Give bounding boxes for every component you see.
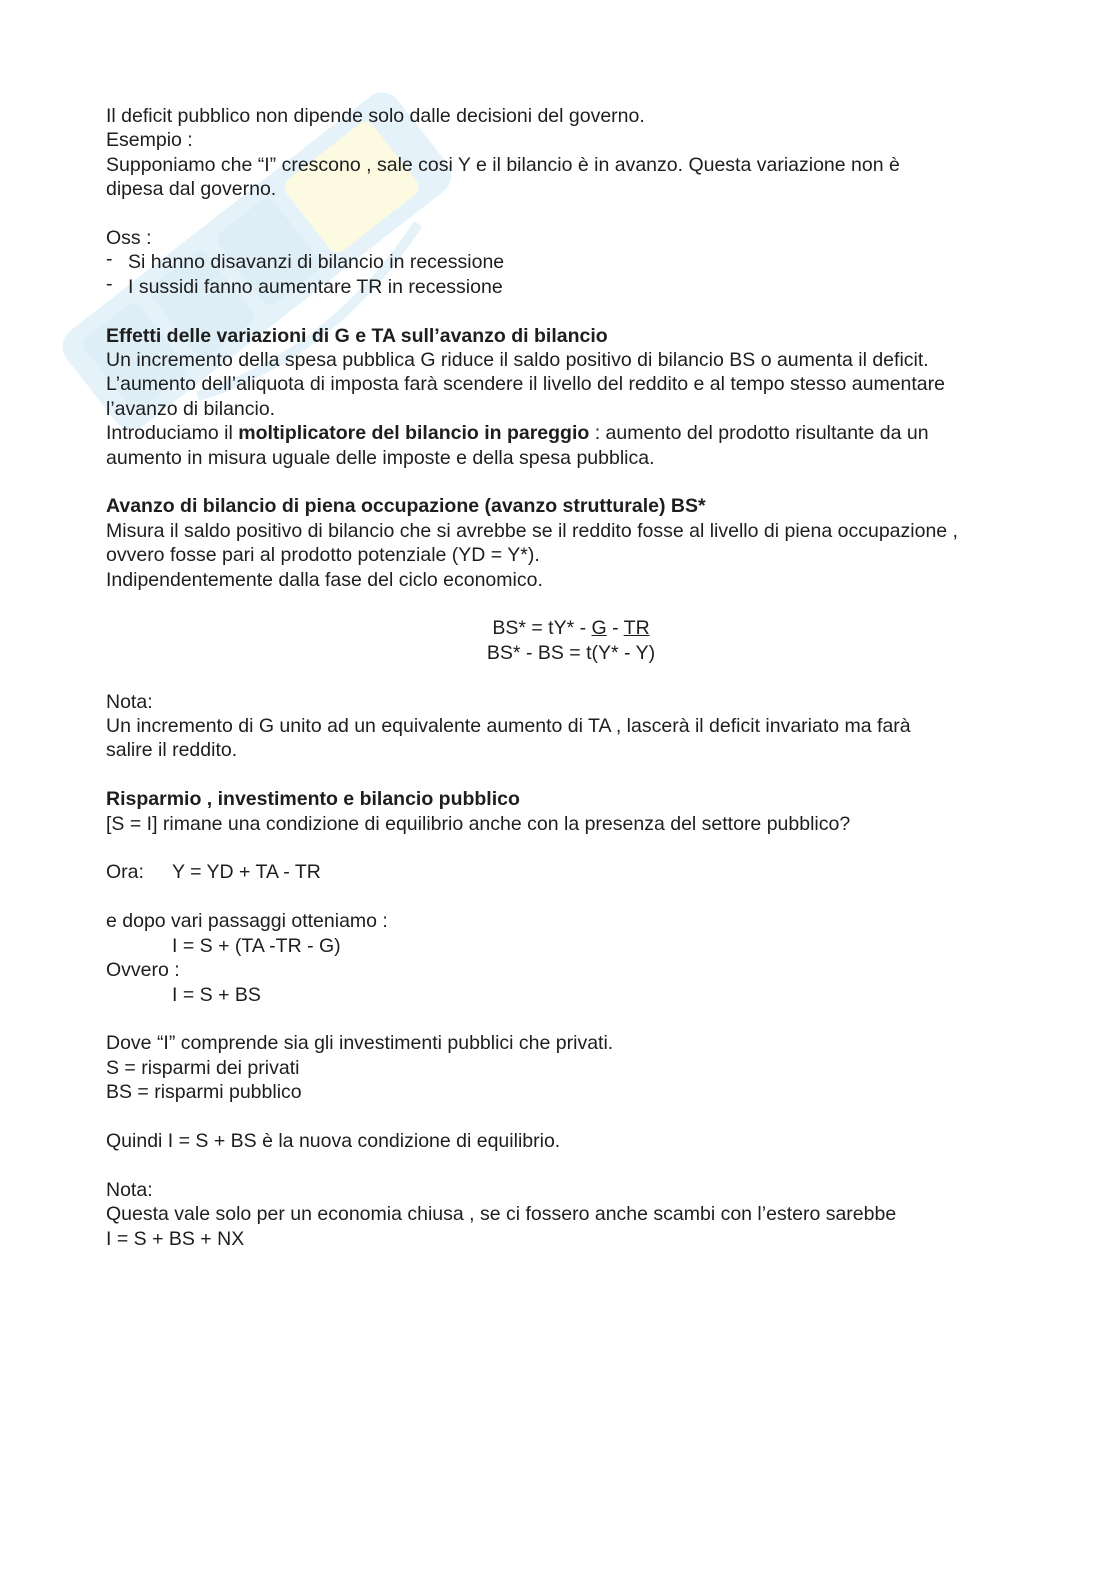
list-item <box>106 272 1026 299</box>
equation-bs-diff: BS* - BS = t(Y* - Y) <box>486 641 656 664</box>
section3-heading: Risparmio , investimento e bilancio pubblico <box>106 788 520 811</box>
nota-line-2: salire il reddito. <box>106 739 238 762</box>
ora-line <box>106 860 1026 884</box>
section1-line-2: L’aumento dell’aliquota di imposta farà scendere il livello del reddito e al tempo stesso aumentare <box>106 373 945 396</box>
eq-part: - <box>606 617 624 640</box>
section3-line-1: [S = I] rimane una condizione di equilibrio anche con la presenza del settore pubblico? <box>106 812 851 835</box>
section2-line-1: Misura il saldo positivo di bilancio che si avrebbe se il reddito fosse al livello di piena occupazione , <box>106 519 958 542</box>
eq-part-underlined: TR <box>623 617 650 640</box>
section3-line-3: Dove “I” comprende sia gli investimenti pubblici che privati. <box>106 1032 614 1055</box>
section1-line-3: l’avanzo di bilancio. <box>106 397 276 420</box>
oss-label: Oss : <box>106 227 152 250</box>
list-item-text: I sussidi fanno aumentare TR in recessione <box>128 275 503 298</box>
text-span: Introduciamo il <box>106 422 239 445</box>
document-body <box>106 104 1026 1251</box>
equation-i-bs: I = S + BS <box>172 983 261 1006</box>
nota-label: Nota: <box>106 690 153 713</box>
dash-bullet: - <box>106 272 113 295</box>
intro-line-1: Il deficit pubblico non dipende solo dalle decisioni del governo. <box>106 105 645 127</box>
section3-line-2: e dopo vari passaggi otteniamo : <box>106 910 388 933</box>
ovvero-label: Ovvero : <box>106 959 180 982</box>
section2-line-3: Indipendentemente dalla fase del ciclo economico. <box>106 568 543 591</box>
ora-label: Ora: <box>106 861 144 884</box>
section1-line-1: Un incremento della spesa pubblica G riduce il saldo positivo di bilancio BS o aumenta il deficit. <box>106 349 929 372</box>
example-line-1: Supponiamo che “I” crescono , sale cosi Y e il bilancio è in avanzo. Questa variazione non è <box>106 153 900 176</box>
section1-heading: Effetti delle variazioni di G e TA sull’avanzo di bilancio <box>106 324 608 347</box>
text-span: : aumento del prodotto risultante da un <box>589 422 929 445</box>
ora-equation: Y = YD + TA - TR <box>172 861 321 884</box>
example-label: Esempio : <box>106 129 193 152</box>
dash-bullet: - <box>106 248 113 271</box>
section1-line-5: aumento in misura uguale delle imposte e della spesa pubblica. <box>106 446 655 469</box>
eq-part: BS* = tY* - <box>492 617 592 640</box>
nota-line-1: Un incremento di G unito ad un equivalente aumento di TA , lascerà il deficit invariato ma farà <box>106 715 911 738</box>
section1-line-4 <box>106 421 1026 445</box>
section2-line-2: ovvero fosse pari al prodotto potenziale (YD = Y*). <box>106 544 540 567</box>
section2-heading: Avanzo di bilancio di piena occupazione (avanzo strutturale) BS* <box>106 495 706 518</box>
nota2-line-2: I = S + BS + NX <box>106 1227 245 1250</box>
nota-label-2: Nota: <box>106 1178 153 1201</box>
list-item-text: Si hanno disavanzi di bilancio in recessione <box>128 251 505 274</box>
section3-line-5: BS = risparmi pubblico <box>106 1081 302 1104</box>
list-item <box>106 250 1026 274</box>
section3-line-6: Quindi I = S + BS è la nuova condizione di equilibrio. <box>106 1129 561 1152</box>
section3-line-4: S = risparmi dei privati <box>106 1056 300 1079</box>
equation-bs-star <box>106 616 1026 640</box>
eq-part-underlined: G <box>591 617 607 640</box>
nota2-line-1: Questa vale solo per un economia chiusa , se ci fossero anche scambi con l’estero sarebbe <box>106 1203 897 1226</box>
term-bold: moltiplicatore del bilancio in pareggio <box>238 422 590 445</box>
equation-i-full: I = S + (TA -TR - G) <box>172 934 341 957</box>
example-line-2: dipesa dal governo. <box>106 178 277 201</box>
